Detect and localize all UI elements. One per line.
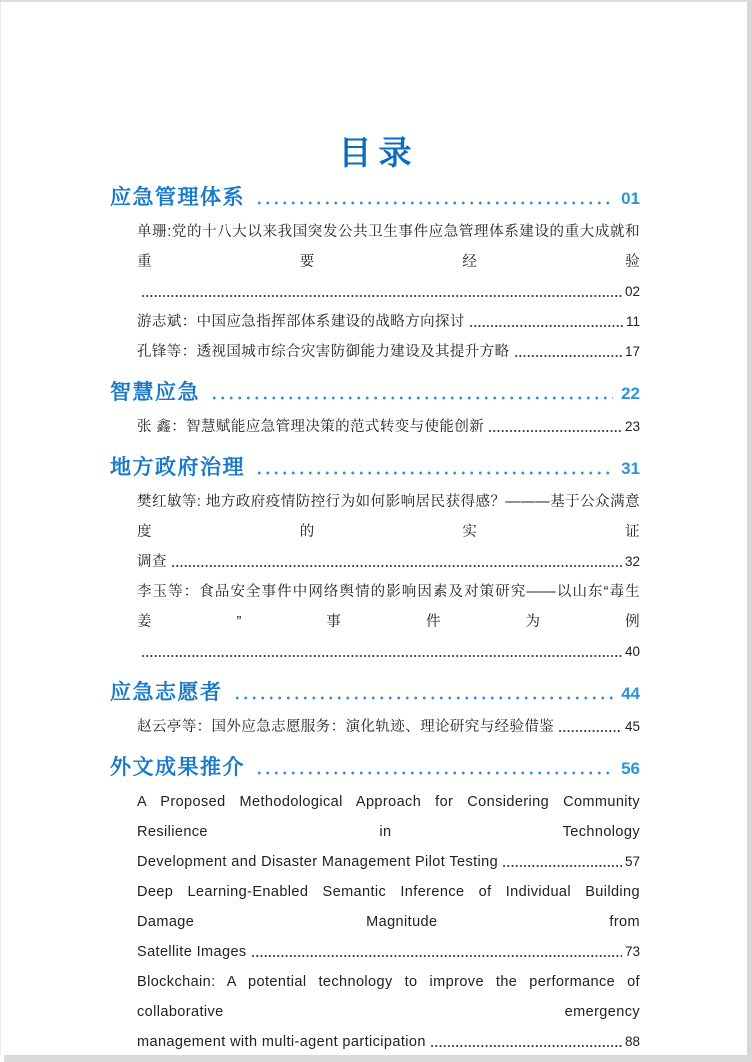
section-page-number: 56 — [621, 759, 640, 778]
entry-line — [137, 307, 640, 337]
toc-section — [110, 679, 640, 742]
section-title: 外文成果推介 — [110, 756, 245, 779]
toc-entry — [110, 877, 640, 967]
page-title: 目录 — [338, 134, 419, 171]
toc-entry — [110, 787, 640, 877]
entry-text: A Proposed Methodological Approach for Considering Community Resilience in Technology — [137, 794, 640, 840]
entry-page-number: 88 — [624, 1034, 640, 1049]
toc-entry — [110, 967, 640, 1057]
entry-page-number: 32 — [624, 554, 640, 569]
entry-text: 调查 — [137, 554, 167, 570]
entry-line — [137, 577, 640, 637]
entry-text: Development and Disaster Management Pilot Testing — [137, 854, 499, 870]
entry-dot-leader — [488, 429, 622, 433]
entry-page-number: 17 — [624, 344, 640, 359]
toc-entry — [110, 307, 640, 337]
section-dot-leader — [233, 696, 614, 700]
section-row — [110, 379, 640, 408]
entry-page-number: 73 — [624, 944, 640, 959]
entry-line — [137, 637, 640, 667]
section-page-number: 22 — [621, 384, 640, 403]
section-entries — [110, 712, 640, 742]
entry-text: 张 鑫：智慧赋能应急管理决策的范式转变与使能创新 — [137, 419, 485, 435]
entry-dot-leader — [430, 1044, 622, 1048]
toc-section — [110, 454, 640, 667]
entry-page-number: 11 — [625, 314, 640, 329]
entry-text: 游志斌：中国应急指挥部体系建设的战略方向探讨 — [137, 314, 465, 330]
entry-text: 樊红敏等: 地方政府疫情防控行为如何影响居民获得感？———基于公众满意度的实证 — [137, 494, 640, 540]
section-entries — [110, 412, 640, 442]
entry-line — [137, 967, 640, 1027]
toc-section — [110, 184, 640, 367]
entry-page-number: 23 — [624, 419, 640, 434]
toc — [110, 184, 640, 1057]
entry-text: Satellite Images — [137, 944, 247, 960]
section-title: 地方政府治理 — [110, 456, 245, 479]
entry-page-number: 57 — [624, 854, 640, 869]
section-entries — [110, 217, 640, 367]
section-dot-leader — [255, 471, 613, 475]
section-page-number: 01 — [621, 189, 640, 208]
entry-dot-leader — [141, 294, 622, 298]
entry-line — [137, 1027, 640, 1057]
section-dot-leader — [255, 771, 613, 775]
page-edge-left — [0, 2, 1, 1055]
section-title: 应急志愿者 — [110, 681, 223, 704]
entry-line — [137, 487, 640, 547]
section-row — [110, 754, 640, 783]
entry-line — [137, 712, 640, 742]
page-edge-right-shadow — [747, 2, 752, 1055]
entry-line — [137, 412, 640, 442]
section-row — [110, 454, 640, 483]
section-row — [110, 184, 640, 213]
toc-page — [110, 0, 640, 1057]
entry-text: 赵云亭等：国外应急志愿服务：演化轨迹、理论研究与经验借鉴 — [137, 719, 555, 735]
entry-text: 单珊:党的十八大以来我国突发公共卫生事件应急管理体系建设的重大成就和重要经验 — [137, 224, 640, 270]
entry-text: Deep Learning-Enabled Semantic Inference of Individual Building Damage Magnitude from — [137, 884, 640, 930]
toc-entry — [110, 487, 640, 577]
entry-text: Blockchain: A potential technology to improve the performance of collaborative emergency — [137, 974, 640, 1020]
entry-dot-leader — [502, 864, 622, 868]
toc-entry — [110, 217, 640, 307]
toc-entry — [110, 412, 640, 442]
toc-section — [110, 379, 640, 442]
toc-entry — [110, 712, 640, 742]
section-entries — [110, 787, 640, 1057]
entry-line — [137, 217, 640, 277]
section-page-number: 44 — [621, 684, 640, 703]
entry-page-number: 45 — [624, 719, 640, 734]
entry-line — [137, 877, 640, 937]
entry-line — [137, 787, 640, 847]
entry-page-number: 40 — [624, 644, 640, 659]
entry-dot-leader — [469, 324, 623, 328]
entry-page-number: 02 — [624, 284, 640, 299]
entry-line — [137, 847, 640, 877]
entry-dot-leader — [141, 654, 622, 658]
toc-section — [110, 754, 640, 1057]
section-title: 智慧应急 — [110, 381, 200, 404]
entry-line — [137, 547, 640, 577]
section-page-number: 31 — [621, 459, 640, 478]
entry-dot-leader — [251, 954, 622, 958]
toc-entry — [110, 337, 640, 367]
entry-line — [137, 337, 640, 367]
section-dot-leader — [255, 201, 613, 205]
entry-text: 李玉等：食品安全事件中网络舆情的影响因素及对策研究——以山东“毒生姜”事件为例 — [137, 584, 640, 630]
section-row — [110, 679, 640, 708]
toc-entry — [110, 577, 640, 667]
entry-text: management with multi-agent participation — [137, 1034, 426, 1050]
entry-line — [137, 277, 640, 307]
entry-text: 孔锋等：透视国城市综合灾害防御能力建设及其提升方略 — [137, 344, 510, 360]
entry-dot-leader — [514, 354, 622, 358]
entry-dot-leader — [558, 729, 622, 733]
section-entries — [110, 487, 640, 667]
section-title: 应急管理体系 — [110, 186, 245, 209]
entry-dot-leader — [171, 564, 622, 568]
entry-line — [137, 937, 640, 967]
section-dot-leader — [210, 396, 613, 400]
